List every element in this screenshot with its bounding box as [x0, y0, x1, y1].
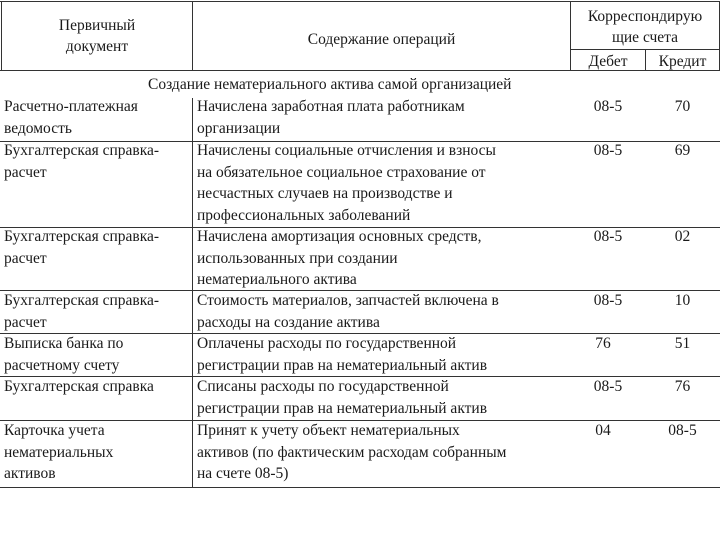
- row-5-operation: Оплачены расходы по государственной регистрации прав на нематериальный актив: [197, 335, 488, 374]
- row-1-debit: 08-5: [593, 98, 623, 115]
- row-1-document: Расчетно-платежная ведомость: [4, 98, 138, 137]
- credit-header: Кредит: [658, 53, 707, 70]
- section-title: Создание нематериального актива самой организацией: [148, 76, 512, 93]
- row-4-document: Бухгалтерская справка- расчет: [4, 292, 160, 331]
- body-divider-doc: [192, 98, 193, 487]
- row-7-credit: 08-5: [668, 422, 697, 439]
- row-7-document: Карточка учета нематериальных активов: [4, 422, 114, 482]
- row-1-credit: 70: [674, 98, 691, 115]
- row-3-document: Бухгалтерская справка- расчет: [4, 228, 160, 267]
- row-3-operation: Начислена амортизация основных средств, использованных при создании нематериального актива: [197, 228, 482, 288]
- row-1-operation: Начислена заработная плата работникам организации: [197, 98, 465, 137]
- table-bottom-border: [0, 487, 720, 488]
- row-5-document: Выписка банка по расчетному счету: [4, 335, 124, 374]
- row-4-debit: 08-5: [593, 292, 623, 309]
- row-5-credit: 51: [674, 335, 691, 352]
- row-6-credit: 76: [674, 378, 691, 395]
- corr-accounts-header: Корреспондирую щие счета: [587, 8, 703, 46]
- row-6-document: Бухгалтерская справка: [4, 378, 154, 395]
- row-7-debit: 04: [595, 422, 611, 439]
- row-5-debit: 76: [595, 335, 611, 352]
- doc-column-header: Первичный документ: [58, 17, 136, 55]
- row-4-credit: 10: [674, 292, 691, 309]
- row-7-operation: Принят к учету объект нематериальных активов (по фактическим расходам собранным на счете 08-5): [197, 422, 507, 482]
- debit-header: Дебет: [588, 53, 628, 70]
- row-6-operation: Списаны расходы по государственной регистрации прав на нематериальный актив: [197, 378, 488, 417]
- table-top-border: [0, 1, 720, 2]
- row-2-debit: 08-5: [593, 142, 623, 159]
- row-3-credit: 02: [674, 228, 691, 245]
- row-2-document: Бухгалтерская справка- расчет: [4, 142, 160, 181]
- row-2-operation: Начислены социальные отчисления и взносы на обязательное социальное страхование от несчастных случаев на производстве и профессиональных заболеваний: [197, 142, 496, 224]
- ops-column-header: Содержание операций: [307, 31, 456, 48]
- row-4-operation: Стоимость материалов, запчастей включена в расходы на создание актива: [197, 292, 499, 331]
- row-6-debit: 08-5: [593, 378, 623, 395]
- row-2-credit: 69: [674, 142, 691, 159]
- row-3-debit: 08-5: [593, 228, 623, 245]
